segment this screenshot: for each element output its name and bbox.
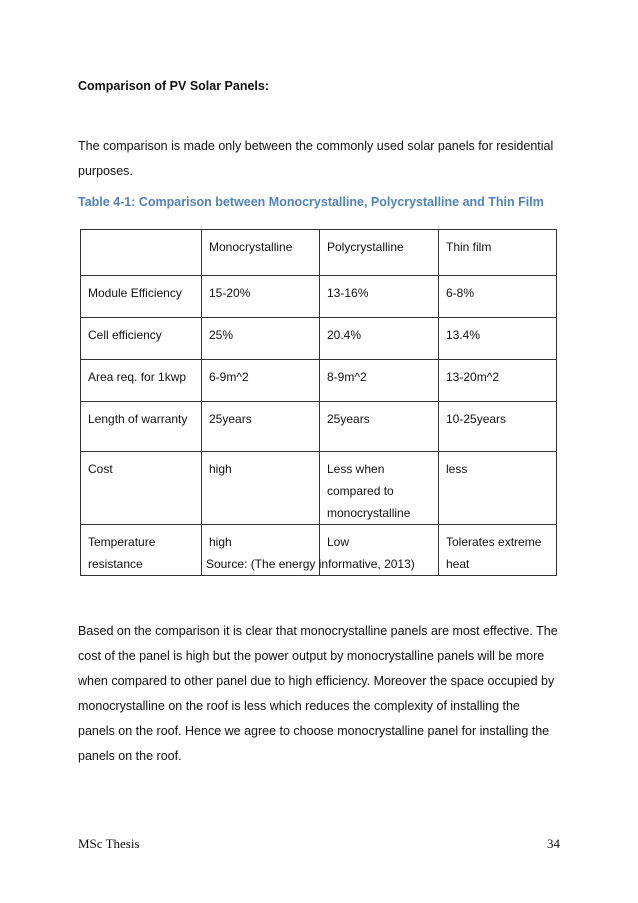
table-row-cell-efficiency [81, 318, 557, 360]
table-cell: 8-9m^2 [320, 360, 439, 402]
header-cell-monocrystalline: Monocrystalline [202, 230, 320, 276]
conclusion-paragraph: Based on the comparison it is clear that monocrystalline panels are most effective. The cost of the panel is high but the power output by monocrystalline panels will be more when compared to other panel due to high efficiency. Moreover the space occupied by monocrystalline on the roof is less which reduces the complexity of installing the panels on the roof. Hence we agree to choose monocrystalline panel for installing the panels on the roof. [78, 624, 558, 763]
table-cell: 13-16% [320, 276, 439, 318]
row-label: Area req. for 1kwp [81, 360, 202, 402]
table-row-cost [81, 452, 557, 525]
row-label: Module Efficiency [81, 276, 202, 318]
table-row-area [81, 360, 557, 402]
table-source: Source: (The energy informative, 2013) [206, 557, 415, 571]
section-heading: Comparison of PV Solar Panels: [78, 79, 270, 93]
table-cell: 25years [320, 402, 439, 452]
table-cell: 25% [202, 318, 320, 360]
footer-title: MSc Thesis [78, 836, 140, 851]
row-label: Length of warranty [81, 402, 202, 452]
row-label: Cost [81, 452, 202, 525]
row-label: Temperature resistance [81, 525, 202, 576]
comparison-table [80, 229, 557, 576]
table-cell: 25years [202, 402, 320, 452]
table-caption: Table 4-1: Comparison between Monocrystalline, Polycrystalline and Thin Film [78, 195, 544, 209]
table-header-row [81, 230, 557, 276]
table-cell: 6-9m^2 [202, 360, 320, 402]
header-cell-thin-film: Thin film [439, 230, 557, 276]
table-cell: Tolerates extreme heat [439, 525, 557, 576]
table-cell: Less when compared to monocrystalline [320, 452, 439, 525]
table-cell: high [202, 452, 320, 525]
table-cell: less [439, 452, 557, 525]
table-cell: 13-20m^2 [439, 360, 557, 402]
intro-paragraph: The comparison is made only between the commonly used solar panels for residential purposes. [78, 139, 554, 178]
header-cell-empty [81, 230, 202, 276]
table-cell: Low [320, 525, 439, 576]
table-cell: high [202, 525, 320, 576]
row-label: Cell efficiency [81, 318, 202, 360]
table-cell: 10-25years [439, 402, 557, 452]
table-cell: 20.4% [320, 318, 439, 360]
header-cell-polycrystalline: Polycrystalline [320, 230, 439, 276]
table-cell: 15-20% [202, 276, 320, 318]
page-number: 34 [547, 836, 560, 851]
table-row-module-efficiency [81, 276, 557, 318]
table-cell: 6-8% [439, 276, 557, 318]
table-row-warranty [81, 402, 557, 452]
table-cell: 13.4% [439, 318, 557, 360]
